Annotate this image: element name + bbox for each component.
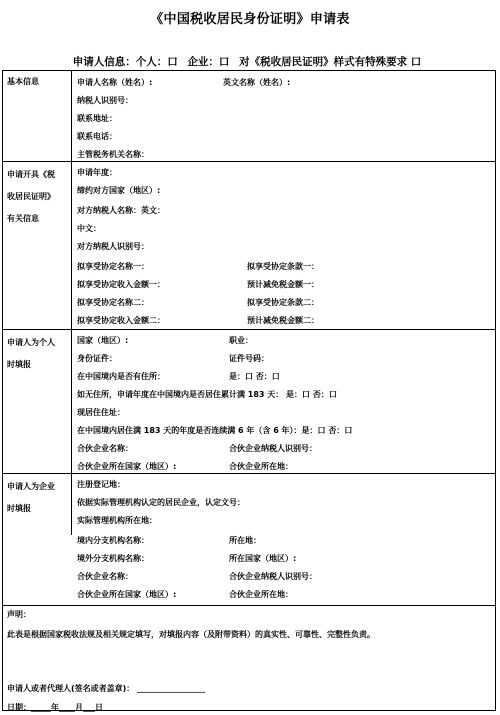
field-partnership-address[interactable]: 合伙企业所在地：	[229, 462, 293, 471]
field-foreign-branch-country[interactable]: 所在国家（地区）:	[229, 554, 297, 563]
section-label-individual-line-2: 时填报	[7, 360, 31, 369]
section-label-enterprise-line-1: 申请人为企业	[7, 482, 55, 491]
field-id-number[interactable]: 证件号码：	[229, 354, 269, 363]
field-counterparty-name-cn[interactable]: 中文：	[77, 224, 101, 233]
declaration-text: 此表是根据国家税收法规及相关规定填写，对填报内容（及附带资料）的真实性、可靠性、完整性负责。	[7, 630, 375, 639]
field-taxpayer-id[interactable]: 纳税人识别号：	[77, 96, 133, 105]
field-phone[interactable]: 联系电话：	[77, 132, 117, 141]
field-management-location[interactable]: 实际管理机构所在地：	[77, 516, 157, 525]
field-agreement-clause-2[interactable]: 拟享受协定条款二：	[247, 298, 319, 307]
field-nationality[interactable]: 国家（地区）:	[77, 336, 129, 345]
date-field[interactable]: 日期：_____年____月___日	[7, 703, 103, 712]
signature-field[interactable]: 申请人或者代理人(签名或者盖章)： _________________	[7, 684, 206, 693]
section-divider-enterprise	[3, 605, 495, 606]
field-enterprise-partnership-id[interactable]: 合伙企业纳税人识别号：	[229, 572, 317, 581]
field-registration-address[interactable]: 注册登记地：	[77, 480, 125, 489]
field-tax-reduction-1[interactable]: 预计减免税金额一：	[247, 280, 319, 289]
domicile-yes-no-checkboxes[interactable]: 是：口 否：口	[229, 372, 280, 381]
section-divider-individual	[3, 473, 495, 474]
field-english-name[interactable]: 英文名称（姓名）:	[223, 78, 291, 87]
field-tax-authority[interactable]: 主管税务机关名称：	[77, 150, 149, 159]
field-applicant-name[interactable]: 申请人名称（姓名）:	[77, 78, 153, 87]
label-column-divider	[71, 71, 72, 535]
field-183-days-question[interactable]: 如无住所，申请年度在中国境内是否居住累计满 183 天： 是：口 否：口	[77, 390, 337, 399]
section-label-certificate-line-1: 申请开具《税	[7, 170, 55, 179]
field-agreement-income-2[interactable]: 拟享受协定收入金额二：	[77, 316, 165, 325]
field-resident-enterprise-doc[interactable]: 依据实际管理机构认定的居民企业，认定文号：	[77, 498, 245, 507]
field-enterprise-partnership-country[interactable]: 合伙企业所在国家（地区）:	[77, 590, 177, 599]
field-tax-reduction-2[interactable]: 预计减免税金额二：	[247, 316, 319, 325]
applicant-info-individual[interactable]: 申请人信息：个人：口	[72, 56, 178, 68]
field-partnership-name[interactable]: 合伙企业名称：	[77, 444, 133, 453]
applicant-enterprise-checkbox[interactable]: 企业：口	[187, 56, 230, 68]
section-divider-certificate	[3, 329, 495, 330]
section-label-certificate-line-2: 收居民证明》	[7, 192, 55, 201]
section-label-basic: 基本信息	[7, 77, 39, 86]
applicant-type-line	[0, 54, 500, 69]
section-label-certificate-line-3: 有关信息	[7, 214, 39, 223]
special-format-checkbox[interactable]: 对《税收居民证明》样式有特殊要求 口	[239, 56, 422, 68]
field-has-domicile: 在中国境内是否有住所：	[77, 372, 165, 381]
field-six-years-question[interactable]: 在中国境内居住满 183 天的年度是否连续满 6 年（含 6 年）：是：口 否：口	[77, 426, 353, 435]
section-divider-basic	[3, 161, 495, 162]
field-foreign-branch-name[interactable]: 境外分支机构名称：	[77, 554, 149, 563]
field-domestic-branch-location[interactable]: 所在地：	[229, 536, 261, 545]
field-counterparty-taxpayer-id[interactable]: 对方纳税人识别号：	[77, 242, 149, 251]
field-id-document[interactable]: 身份证件：	[77, 354, 117, 363]
form-title: 《中国税收居民身份证明》申请表	[150, 12, 350, 27]
field-partnership-country[interactable]: 合伙企业所在国家（地区）:	[77, 462, 177, 471]
section-label-individual-line-1: 申请人为个人	[7, 338, 55, 347]
field-address[interactable]: 联系地址：	[77, 114, 117, 123]
section-label-enterprise-line-2: 时填报	[7, 504, 31, 513]
form-table	[2, 70, 496, 711]
field-domestic-branch-name[interactable]: 境内分支机构名称：	[77, 536, 149, 545]
field-partnership-taxpayer-id[interactable]: 合伙企业纳税人识别号：	[229, 444, 317, 453]
field-agreement-income-1[interactable]: 拟享受协定收入金额一：	[77, 280, 165, 289]
field-enterprise-partnership-address[interactable]: 合伙企业所在地：	[229, 590, 293, 599]
field-occupation[interactable]: 职业：	[229, 336, 253, 345]
declaration-title: 声明：	[7, 610, 31, 619]
field-counterparty-name-en[interactable]: 对方纳税人名称：英文：	[77, 206, 165, 215]
field-application-year[interactable]: 申请年度：	[77, 168, 117, 177]
field-agreement-clause-1[interactable]: 拟享受协定条款一：	[247, 262, 319, 271]
field-treaty-country[interactable]: 缔约对方国家（地区）:	[77, 186, 161, 195]
field-agreement-name-2[interactable]: 拟享受协定名称二：	[77, 298, 149, 307]
field-current-address[interactable]: 现居住住址：	[77, 408, 125, 417]
field-agreement-name-1[interactable]: 拟享受协定名称一：	[77, 262, 149, 271]
field-enterprise-partnership-name[interactable]: 合伙企业名称：	[77, 572, 133, 581]
